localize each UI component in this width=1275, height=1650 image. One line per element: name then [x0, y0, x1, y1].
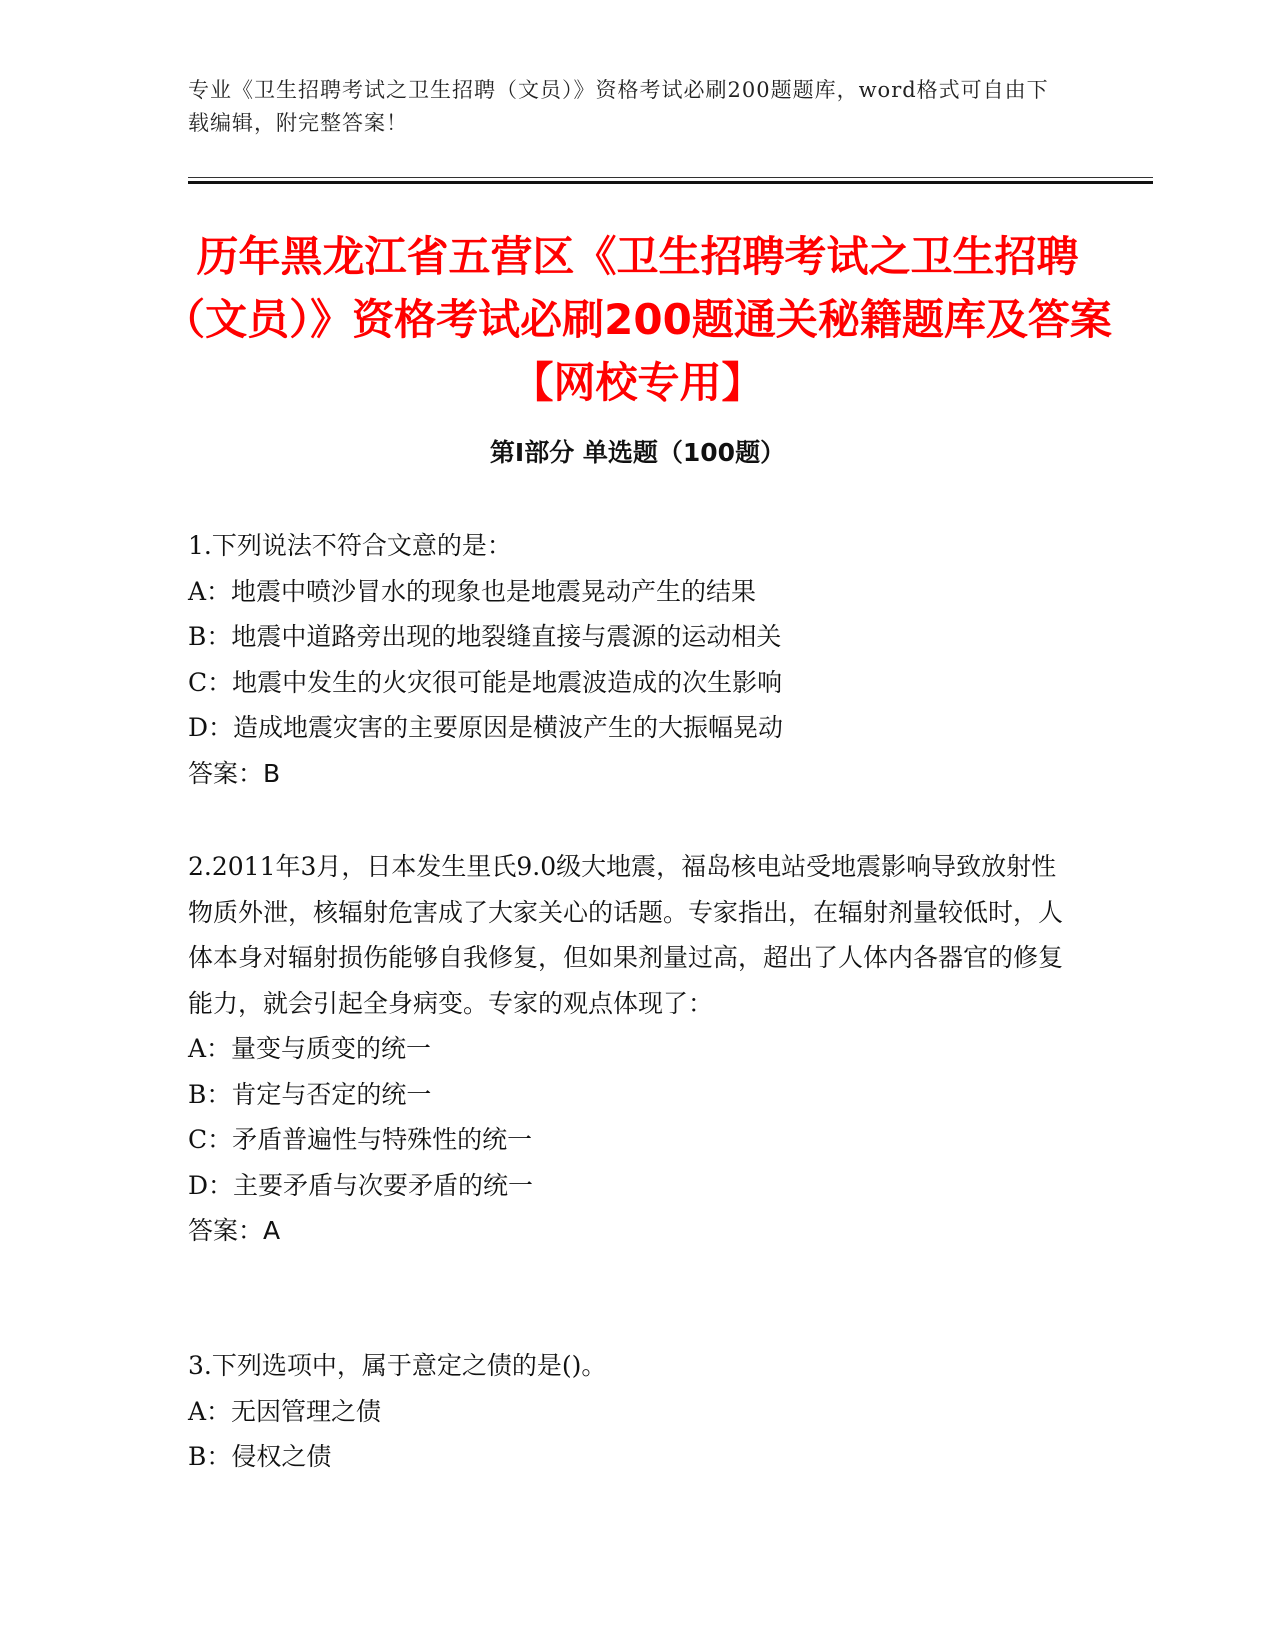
header-note: 专业《卫生招聘考试之卫生招聘（文员）》资格考试必刷200题题库，word格式可自由下载编辑，附完整答案！ — [188, 78, 1049, 135]
question-stem: 1.下列说法不符合文意的是： — [188, 531, 512, 560]
answer-line: 答案：A — [188, 1216, 281, 1245]
option-a: A：无因管理之债 — [188, 1396, 382, 1426]
option-b: B：侵权之债 — [188, 1442, 332, 1471]
option-a: A：地震中喷沙冒水的现象也是地震晃动产生的结果 — [188, 576, 757, 606]
option-c: C：矛盾普遍性与特殊性的统一 — [188, 1125, 533, 1154]
option-a: A：量变与质变的统一 — [188, 1034, 432, 1063]
option-d: D：造成地震灾害的主要原因是横波产生的大振幅晃动 — [188, 713, 784, 742]
question-2 — [188, 844, 1068, 1254]
question-stem: 3.下列选项中，属于意定之债的是()。 — [188, 1351, 607, 1380]
section-heading: 第I部分 单选题（100题） — [489, 438, 786, 467]
option-c: C：地震中发生的火灾很可能是地震波造成的次生影响 — [188, 667, 783, 697]
question-1 — [188, 523, 1068, 796]
answer-line: 答案：B — [188, 758, 281, 788]
header-divider-thick — [188, 181, 1153, 184]
option-b: B：肯定与否定的统一 — [188, 1079, 432, 1109]
question-3 — [188, 1343, 1068, 1480]
header-divider-thin — [188, 177, 1153, 178]
question-stem: 2.2011年3月，日本发生里氏9.0级大地震，福岛核电站受地震影响导致放射性物质外泄，核辐射危害成了大家关心的话题。专家指出，在辐射剂量较低时，人体本身对辐射损伤能够自我修复，但如果剂量过高，超出了人体内各器官的修复能力，就会引起全身病变。专家的观点体现了： — [188, 852, 1064, 1018]
option-b: B：地震中道路旁出现的地裂缝直接与震源的运动相关 — [188, 622, 782, 651]
option-d: D：主要矛盾与次要矛盾的统一 — [188, 1170, 534, 1200]
document-title: 历年黑龙江省五营区《卫生招聘考试之卫生招聘（文员）》资格考试必刷200题通关秘籍题库及答案【网校专用】 — [163, 232, 1112, 407]
